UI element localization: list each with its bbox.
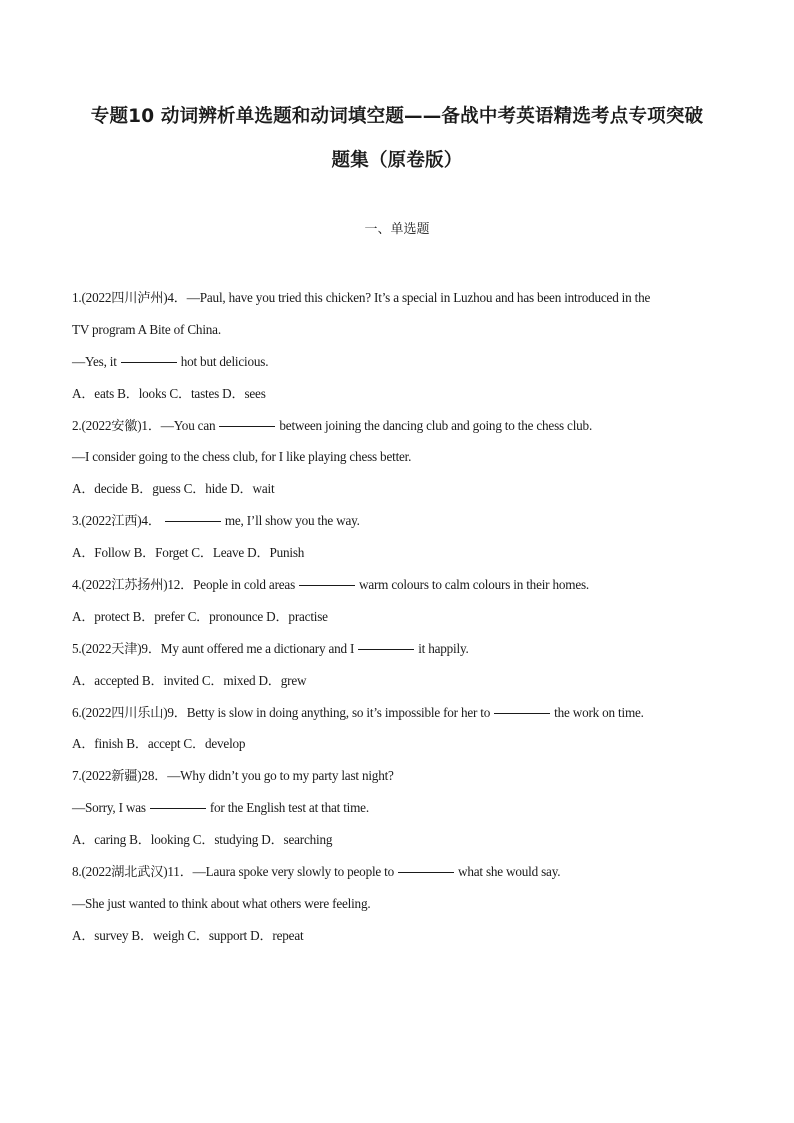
question-2-stem-after: between joining the dancing club and going to the chess club. — [279, 417, 593, 433]
question-5-stem-before: 5.(2022天津)9．My aunt offered me a dictionary and I — [72, 640, 355, 656]
question-7-dialogue — [72, 792, 722, 824]
answer-blank[interactable] — [121, 361, 177, 363]
question-3-stem-before: 3.(2022江西)4． — [72, 513, 161, 529]
question-7-dialogue-after: for the English test at that time. — [209, 800, 369, 816]
question-6-stem-after: the work on time. — [554, 704, 644, 720]
question-4-stem — [72, 569, 722, 601]
question-7-stem: 7.(2022新疆)28．—Why didn’t you go to my party last night? — [72, 768, 394, 784]
question-8-stem — [72, 856, 722, 888]
question-5-stem-after: it happily. — [418, 640, 469, 656]
question-5-options: A．accepted B．invited C．mixed D．grew — [72, 672, 307, 688]
question-8-options: A．survey B．weigh C．support D．repeat — [72, 927, 304, 943]
question-6-options: A．finish B．accept C．develop — [72, 736, 246, 752]
question-1-stem-cont: TV program A Bite of China. — [72, 321, 221, 337]
answer-blank[interactable] — [299, 584, 355, 586]
question-list — [72, 282, 722, 952]
question-4-stem-after: warm colours to calm colours in their homes. — [359, 577, 590, 593]
question-3-stem — [72, 505, 722, 537]
question-4-stem-before: 4.(2022江苏扬州)12．People in cold areas — [72, 577, 296, 593]
answer-blank[interactable] — [398, 871, 454, 873]
question-8-dialogue: —She just wanted to think about what others were feeling. — [72, 895, 371, 911]
question-4-options: A．protect B．prefer C．pronounce D．practise — [72, 608, 328, 624]
question-1-stem: 1.(2022四川泸州)4．—Paul, have you tried this chicken? It’s a special in Luzhou and has been introduced in the — [72, 290, 651, 305]
question-2-stem — [72, 410, 722, 442]
answer-blank[interactable] — [150, 807, 206, 809]
question-3-options: A．Follow B．Forget C．Leave D．Punish — [72, 545, 305, 561]
answer-blank[interactable] — [494, 712, 550, 714]
section-heading: 一、单选题 — [364, 222, 430, 237]
question-2-dialogue: —I consider going to the chess club, for I like playing chess better. — [72, 449, 412, 465]
question-6-stem-before: 6.(2022四川乐山)9．Betty is slow in doing anything, so it’s impossible for her to — [72, 704, 491, 720]
question-2-options: A．decide B．guess C．hide D．wait — [72, 481, 275, 497]
answer-blank[interactable] — [165, 520, 221, 522]
question-1-dialogue-after: hot but delicious. — [180, 353, 269, 369]
question-8-stem-before: 8.(2022湖北武汉)11．—Laura spoke very slowly to people to — [72, 864, 395, 880]
document-title-line2: 题集（原卷版） — [331, 150, 463, 171]
answer-blank[interactable] — [219, 425, 275, 427]
question-3-stem-after: me, I’ll show you the way. — [224, 513, 360, 529]
question-7-dialogue-before: —Sorry, I was — [72, 800, 146, 816]
question-1-options: A．eats B．looks C．tastes D．sees — [72, 385, 266, 401]
answer-blank[interactable] — [358, 648, 414, 650]
document-title-line1: 专题10 动词辨析单选题和动词填空题——备战中考英语精选考点专项突破 — [90, 106, 704, 127]
question-1-dialogue-before: —Yes, it — [72, 353, 117, 369]
question-6-stem — [72, 697, 722, 729]
question-2-stem-before: 2.(2022安徽)1．—You can — [72, 417, 216, 433]
question-5-stem — [72, 633, 722, 665]
question-7-options: A．caring B．looking C．studying D．searching — [72, 832, 333, 848]
question-8-stem-after: what she would say. — [458, 864, 561, 880]
question-1-dialogue — [72, 346, 722, 378]
